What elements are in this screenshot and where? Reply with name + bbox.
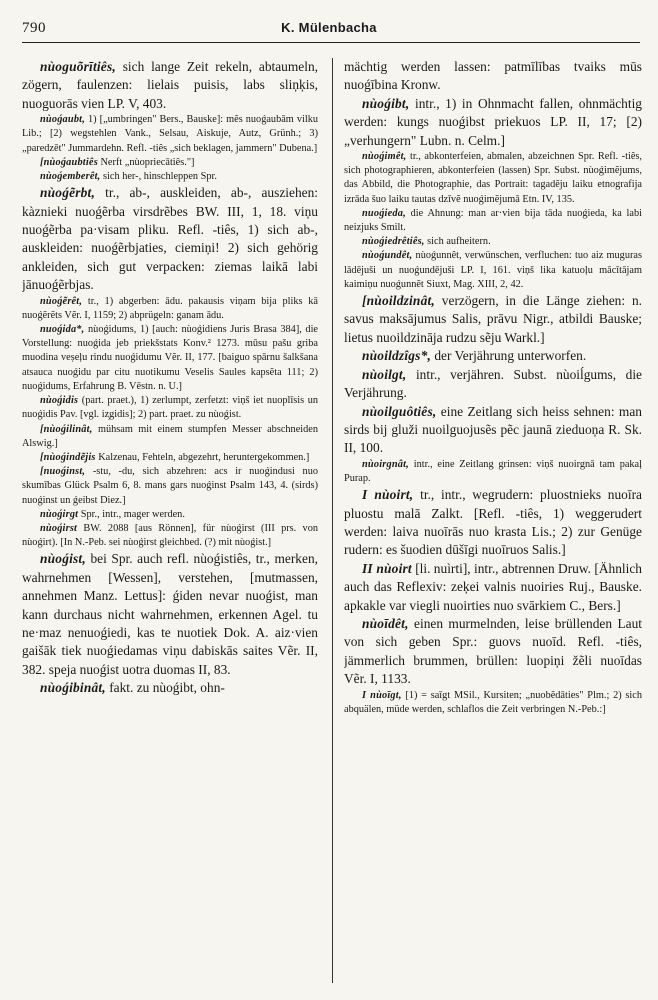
dictionary-entry [344,403,642,458]
entry-text: tr., intr., wegrudern: pluostnieks nuoīra pluostu malā Zalkt. [Refl. -tiês, 1) weggerudert werden: laiva nuoīrās nuo krasta Lis.; 2) zur Genüge rudern: es šuodien dūšīgi nuoīruos Salis.] [344,487,642,558]
dictionary-entry [22,550,318,679]
page-number: 790 [22,20,46,36]
dictionary-entry [344,95,642,150]
right-column [344,58,642,988]
entry-headword: nùoǵirgt [40,508,79,520]
entry-text: nùoǵidums, 1) [auch: nùoǵidiens Juris Brasa 384], die Vorstellung: nuoǵida jeb priekšstats Konv.² 1273. mūsu pašu griba muodina veṣeļu rindu nuoǵidumu Vẽr. II, 177. [baiguo spārnu šalkšana atsauca nuoǵidu par citu nuotikumu Veselis Saules kapsẽta 111; 2) nuoǵidums, Erfahrung B. Vēstn. n. U.] [22,324,318,392]
entry-text: tr., abkonterfeien, abmalen, abzeichnen Spr. Refl. -tiês, sich photographieren, abkonterfeien (lassen) Spr. Subst. nùoǵimẽjums, das Abbild, die Photographie, das Portrait: tagadẽju laiku etnografija izrāda šuo laiku tautas dzīvẽ nuoǵimẽjumā Etn. IV, 135. [344,151,642,205]
dictionary-entry [22,295,318,323]
dictionary-entry [22,184,318,294]
entry-headword: nùoīdêt, [362,615,409,631]
entry-text: intr., eine Zeitlang grinsen: viņš nuoirgnā tam pakaļ Purap. [344,458,642,484]
entry-text: 1) [„umbringen" Bers., Bauske]: mẽs nuoǵaubām vilku Lib.; [2) wegstehlen Vank., Selsau, Aiskuje, Autz, Grünh.; 3) „paredzēt" Jummardehn. Refl. -tiês „sich beklagen, jammern" Dubena.] [22,114,318,154]
entry-text: verzögern, in die Länge ziehen: n. savus maksājumus Salis, prāvu Nigr., atbildi Bauske; lietus nuoildzināja rudzu sẽju Warkl.] [344,293,642,345]
dictionary-entry [344,458,642,486]
entry-headword: nùoǵimêt, [362,151,407,163]
dictionary-entry [344,207,642,235]
entry-headword: nùoǵiedrêtiês, [362,236,425,248]
entry-text: Spr., intr., mager werden. [78,508,185,520]
dictionary-entry [22,522,318,550]
dictionary-entry [344,366,642,403]
entry-headword: [nuoǵinst, [40,466,86,478]
entry-text: sich aufheitern. [424,236,491,248]
dictionary-entry [22,156,318,170]
dictionary-entry [344,560,642,615]
dictionary-entry [344,292,642,347]
entry-headword: nùoilgt, [362,366,407,382]
entry-headword: [nùoǵindẽjis [40,451,96,463]
entry-text: [1) = saīgt MSil., Kursiten; „nuobẽdāties" Plm.; 2) sich abquälen, müde werden, schlaflos die Zeit verbringen N.-Peb.:] [344,689,642,715]
entry-text: einen murmelnden, leise brüllenden Laut von sich geben Spr.: guovs nuoīd. Refl. -tiês, jämmerlich brummen, brüllen: luopiņi žẽli nuoīdas Vẽr. I, 1133. [344,615,642,687]
entry-headword: nùoǵibinât, [40,680,106,696]
dictionary-entry [22,423,318,451]
entry-text: intr., 1) in Ohnmacht fallen, ohnmächtig werden: kungs nuoǵibst priekuos LP. II, 17; [2) „verhungern" Lubn. n. Celm.] [344,95,642,148]
entry-text: BW. 2088 [aus Rönnen], für nùoǵirst (III prs. von nùoǵirt). [In N.-Peb. sei nùoǵirst gleichbed. (?) mit nùoǵist.] [22,522,318,549]
entry-text: mühsam mit einem stumpfen Messer abschneiden Alswig.] [22,423,318,449]
entry-text: mächtig werden lassen: patmīlības tvaiks mūs nuoǵībina Kronw. [344,59,642,93]
entry-headword: nuoǵieda, [362,207,406,219]
entry-headword: nùoǵibt, [362,95,410,111]
dictionary-entry [22,170,318,184]
dictionary-entry [344,689,642,717]
dictionary-entry [344,235,642,249]
entry-headword: nùoǵist, [40,551,86,567]
entry-text: [li. nuìrti], intr., abtrennen Druw. [Ähnlich auch das Reflexiv: zeķei valnis nuoiries Ruj., Bauske. apkakle var viegli nuoirties nuo svārkiem C., Bers.] [344,560,642,613]
entry-text: bei Spr. auch refl. nùoǵistiês, tr., merken, wahrnehmen [Wessen], verstehen, [mutmassen, annehmen Manz. Lettus]: ǵiden nevar nuoǵist, man kann durchaus nicht wahrnehmen, erkennen Agel. tu ne·maz nenuoǵiedi, kas te nuotiek Dok. A. aiz·vien gaišāk tiek nuoǵiedamas viņu dabiskās saites Vẽr. II, 382. speja nuoǵist uotra duomas II, 83. [22,551,318,677]
entry-headword: nuoǵida*, [40,324,85,336]
entry-text: Kalzenau, Fehteln, abgezehrt, heruntergekommen.] [95,451,310,463]
entry-headword: nùoilguôtiês, [362,403,437,419]
entry-text: tr., 1) abgerben: ādu. pakausis viņam bija pliks kā nuoǵẽrẽts Vẽr. I, 1159; 2) abprügeln: ganam ādu. [22,295,318,321]
dictionary-entry [344,58,642,95]
dictionary-entry [344,347,642,365]
entry-headword: nùoirgnât, [362,458,409,470]
entry-text: (part. praet.), 1) zerlumpt, zerfetzt: viņš iet nuoplīsis un nuoǵidis Pav. [vgl. iz̧gidis]; 2) part. praet. zu nùoǵist. [22,395,318,421]
entry-text: eine Zeitlang sich heiss sehnen: man sirds bij gluži nuoilguojusẽs pẽc jaunā zieduoņa R. Sk. II, 100. [344,403,642,456]
entry-text: fakt. zu nùoǵibt, ohn- [105,680,225,696]
dictionary-entry [22,679,318,697]
dictionary-entry [22,465,318,508]
dictionary-entry [22,394,318,422]
column-separator [332,58,333,983]
dictionary-entry [22,113,318,156]
entry-text: intr., verjähren. Subst. nùoiĺgums, die Verjährung. [344,366,642,401]
entry-headword: I nùoirt, [362,487,414,503]
entry-text: -stu, -du, sich abzehren: acs ir nuoǵindusi nuo skumības Glück Psalm 6, 8. mans gars nuoǵinst Psalm 143, 4. (sirds) nuoǵinst un ǵeibst Diez.] [22,466,318,506]
entry-text: die Ahnung: man ar·vien bija tāda nuoǵieda, ka labi neizjuks Smilt. [344,207,642,234]
entry-headword: II nùoirt [362,560,412,576]
entry-text: sich lange Zeit rekeln, abtaumeln, zögern, faulenzen: lielais puisis, labs sliņķis, nuoguorās vien LP. V, 403. [22,59,318,111]
dictionary-entry [22,508,318,522]
entry-headword: nùoǵẽrbt, [40,185,96,201]
entry-headword: nùoǵidis [40,395,79,407]
entry-headword: [nùoildzinât, [362,293,435,309]
entry-headword: I nùoīgt, [362,689,402,701]
entry-headword: nùoǵaubt, [40,114,86,126]
left-column [22,58,318,988]
dictionary-entry [22,451,318,465]
entry-headword: [nùoǵilinât, [40,423,93,435]
entry-text: tr., ab-, auskleiden, ab-, ausziehen: kàznieki nuoǵẽrba virsdrẽbes BW. III, 1, 18. viņu nuoǵẽrba pa·visam pliku. Refl. -tiês, 1) sich ab-, auskleiden: nuoǵẽrbjaties, ciemiņi! 2) sich gehörig ankleiden, sich gut verpacken: ziemas laikā labi jānuoǵẽrbjas. [22,185,318,293]
entry-text: nùoǵunnêt, verwünschen, verfluchen: tuo aiz muguras lādējuši un nuoǵundējuši LP. I, 161. viņš lika katuoļu mācītājam kaimiņu nuoǵunnẽt Siuxt, Mag. XIII, 2, 42. [344,250,642,290]
entry-headword: nùoguõrītiês, [40,59,116,74]
header-rule [22,42,640,43]
entry-headword: nùoǵemberêt, [40,171,101,183]
entry-headword: nùoǵẽrêt, [40,295,83,307]
entry-text: sich her-, hinschleppen Spr. [100,171,217,183]
dictionary-entry [344,615,642,689]
dictionary-entry [344,249,642,292]
entry-headword: nùoǵirst [40,522,78,534]
entry-headword: nùoildzîgs*, [362,348,432,364]
running-title: K. Mülenbacha [281,20,377,35]
dictionary-entry [344,486,642,560]
page-header [0,20,658,42]
dictionary-entry [22,58,318,113]
entry-text: der Verjährung unterworfen. [431,348,587,364]
entry-headword: [nùoǵaubtiês [40,156,98,168]
dictionary-entry [344,150,642,207]
entry-text: Nerft „nùopriecātiês."] [97,156,195,168]
entry-headword: nùoǵundêt, [362,250,413,262]
dictionary-entry [22,323,318,394]
